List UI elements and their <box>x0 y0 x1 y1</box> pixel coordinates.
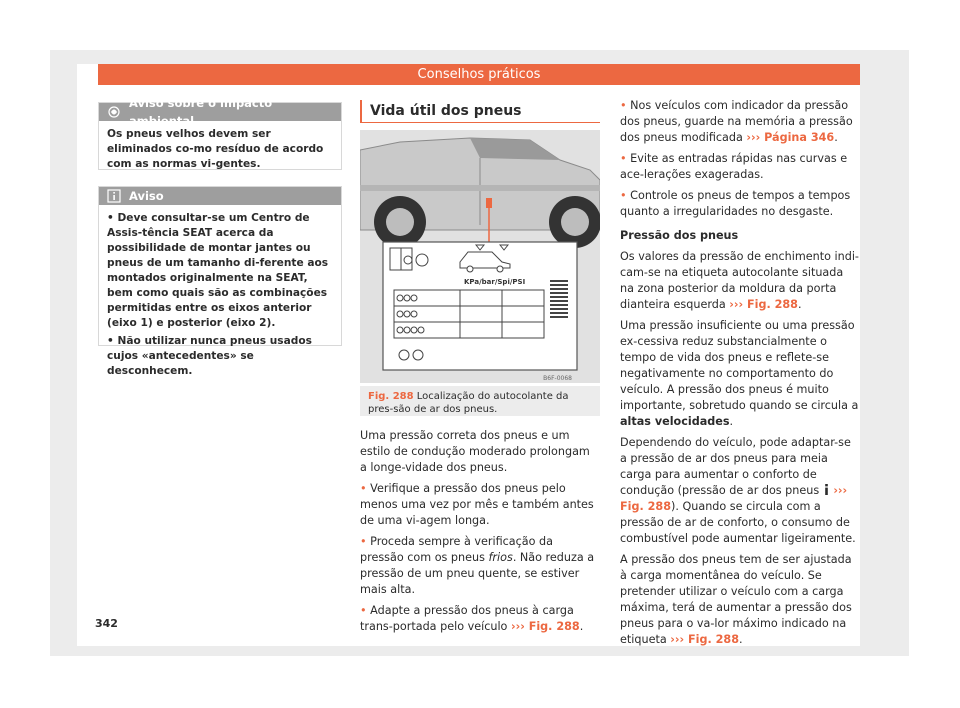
tyre-pressure-label-figure <box>360 130 600 383</box>
fig-288-link[interactable]: ››› Fig. 288 <box>729 298 798 311</box>
tip-bullet-4: • Nos veículos com indicador da pressão dos pneus, guarde na memória a pressão dos pneus modificada ››› Página 346. <box>620 99 853 144</box>
warning-box <box>98 186 342 377</box>
page-346-link[interactable]: ››› Página 346 <box>746 131 835 144</box>
warning-bullet-1: • Deve consultar-se um Centro de Assis-tência SEAT acerca da possibilidade de montar jantes ou pneus de um tamanho di-ferente aos montados originalmente na SEAT, bem como quais são as combinações permitidas entre os eixos anterior (eixo 1) e posterior (eixo 2). <box>107 212 329 329</box>
tip-bullet-5: • Evite as entradas rápidas nas curvas e ace-lerações exageradas. <box>620 152 848 181</box>
page-number: 342 <box>95 617 118 630</box>
pressure-paragraph-1: Os valores da pressão de enchimento indi-cam-se na etiqueta autocolante situada na zona posterior da moldura da porta dianteira esquerda ››› Fig. 288. <box>620 250 859 311</box>
warning-header <box>99 187 341 205</box>
pressure-paragraph-4: A pressão dos pneus tem de ser ajustada à carga momentânea do veículo. Se pretender utilizar o veículo com a carga máxima, terá de aumentar a pressão dos pneus para o va-lor máximo indicado na etiqueta ››› Fig. 288. <box>620 553 852 646</box>
fig-288-link[interactable]: ››› Fig. 288 <box>510 620 580 633</box>
info-icon <box>107 189 121 203</box>
section-title-rule <box>360 122 600 123</box>
leaf-icon <box>107 105 121 119</box>
environment-notice-header <box>99 96 341 128</box>
tip-bullet-1: • Verifique a pressão dos pneus pelo menos uma vez por mês e também antes de uma vi-agem longa. <box>360 482 594 527</box>
environment-notice-title: Aviso sobre o impacto ambiental <box>128 96 273 128</box>
pressure-paragraph-3: Dependendo do veículo, pode adaptar-se a pressão de ar dos pneus para meia carga para aumentar o conforto de condução (pressão de ar dos pneus ››› Fig. 288). Quando se circula com a pressão de ar de conforto, o consumo de combustível pode aumentar ligeiramente. <box>620 436 856 545</box>
figure-code: B6F-0068 <box>543 375 572 382</box>
tip-bullet-3: • Adapte a pressão dos pneus à carga trans-portada pelo veículo ››› Fig. 288. <box>360 604 584 633</box>
label-units-text: KPa/bar/Spi/PSI <box>464 278 526 286</box>
column-right-text <box>620 98 860 653</box>
column-middle-text <box>360 428 600 640</box>
tip-bullet-2: • Proceda sempre à verificação da pressão com os pneus frios. Não reduza a pressão de um pneu quente, se estiver mais alta. <box>360 535 595 596</box>
car-door-illustration <box>360 130 600 383</box>
page-header: Conselhos práticos <box>98 64 860 85</box>
figure-caption-number: Fig. 288 <box>368 391 414 402</box>
figure-caption-text: Localização do autocolante da pres-são de ar dos pneus. <box>368 391 569 415</box>
fig-288-link[interactable]: ››› Fig. 288 <box>670 633 739 646</box>
info-icon <box>823 484 830 495</box>
figure-caption <box>360 386 600 416</box>
pressure-paragraph-2: Uma pressão insuficiente ou uma pressão ex-cessiva reduz substancialmente o tempo de vida dos pneus e reflete-se negativamente no comportamento do veículo. A pressão dos pneus é muito importante, sobretudo quando se circula a altas velocidades. <box>620 319 859 428</box>
warning-title: Aviso <box>129 189 164 203</box>
section-title: Vida útil dos pneus <box>360 100 608 122</box>
warning-body <box>99 205 341 388</box>
fig-288-link[interactable]: ››› Fig. 288 <box>620 484 848 513</box>
tip-bullet-6: • Controle os pneus de tempos a tempos quanto a irregularidades no desgaste. <box>620 189 851 218</box>
warning-bullet-2: • Não utilizar nunca pneus usados cujos «antecedentes» se desconhecem. <box>107 335 312 377</box>
intro-paragraph: Uma pressão correta dos pneus e um estilo de condução moderado prolongam a longe-vidade dos pneus. <box>360 429 590 474</box>
environment-notice-text: Os pneus velhos devem ser eliminados co-mo resíduo de acordo com as normas vi-gentes. <box>107 128 324 170</box>
subheading-tyre-pressure: Pressão dos pneus <box>620 229 739 242</box>
environment-notice-box <box>98 96 342 170</box>
